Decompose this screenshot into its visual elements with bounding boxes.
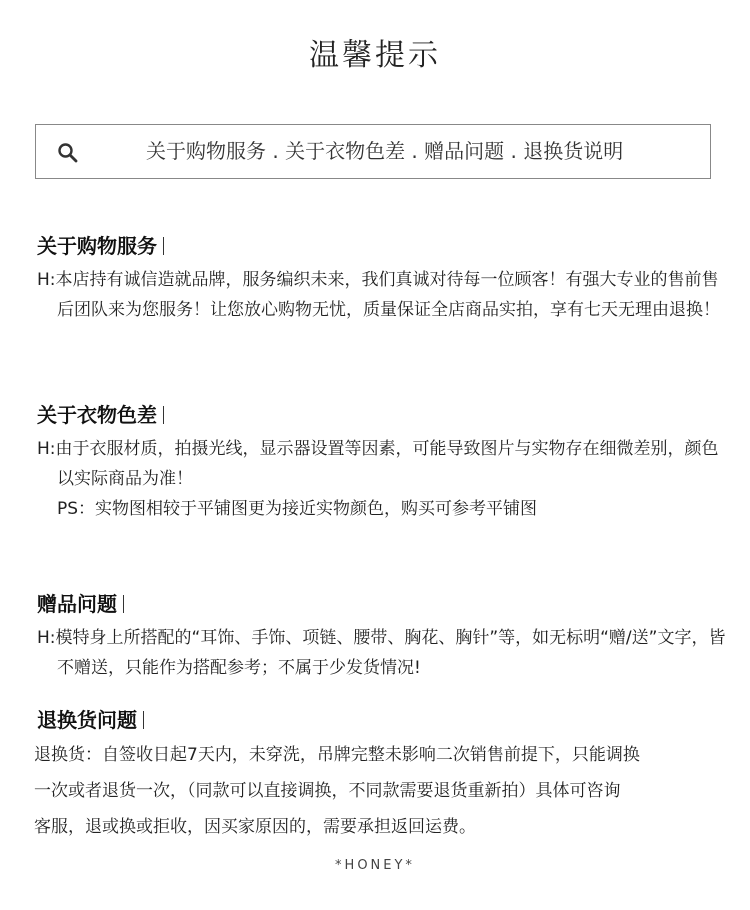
heading-divider <box>123 595 124 613</box>
section-heading <box>37 708 727 732</box>
returns-line: 客服，退或换或拒收，因买家原因的，需要承担返回运费。 <box>34 817 476 837</box>
search-bar[interactable] <box>35 124 711 179</box>
section-heading <box>37 592 727 616</box>
section-gifts <box>37 592 727 683</box>
section-heading-text: 退换货问题 <box>37 708 137 732</box>
section-body <box>37 623 727 683</box>
returns-body <box>34 737 744 845</box>
page-title: 温馨提示 <box>309 38 441 73</box>
section-paragraph: H:由于衣服材质，拍摄光线，显示器设置等因素，可能导致图片与实物存在细微差别，颜色以实际商品为准！ <box>37 439 719 489</box>
section-heading-text: 关于购物服务 <box>37 234 157 258</box>
section-returns <box>37 708 727 732</box>
section-heading-text: 赠品问题 <box>37 592 117 616</box>
section-shopping-service <box>37 234 727 325</box>
section-paragraph: H:本店持有诚信造就品牌，服务编织未来，我们真诚对待每一位顾客！有强大专业的售前售后团队来为您服务！让您放心购物无忧，质量保证全店商品实拍，享有七天无理由退换！ <box>37 270 720 320</box>
section-heading-text: 关于衣物色差 <box>37 403 157 427</box>
section-body <box>37 265 727 325</box>
section-color-difference <box>37 403 727 524</box>
footer-brand: *HONEY* <box>335 858 415 873</box>
section-heading <box>37 234 727 258</box>
search-nav-text: 关于购物服务 . 关于衣物色差 . 赠品问题 . 退换货说明 <box>146 139 624 163</box>
section-heading <box>37 403 727 427</box>
heading-divider <box>163 406 164 424</box>
heading-divider <box>163 237 164 255</box>
section-body <box>37 434 727 524</box>
returns-line: 一次或者退货一次，（同款可以直接调换，不同款需要退货重新拍）具体可咨询 <box>34 781 621 801</box>
section-paragraph: H:模特身上所搭配的“耳饰、手饰、项链、腰带、胸花、胸针”等，如无标明“赠/送”文字，皆不赠送，只能作为搭配参考；不属于少发货情况! <box>37 628 726 678</box>
ps-note: PS：实物图相较于平铺图更为接近实物颜色，购买可参考平铺图 <box>57 499 538 519</box>
search-icon <box>56 141 80 165</box>
returns-line: 退换货：自签收日起7天内，未穿洗，吊牌完整未影响二次销售前提下，只能调换 <box>34 745 640 765</box>
heading-divider <box>143 711 144 729</box>
